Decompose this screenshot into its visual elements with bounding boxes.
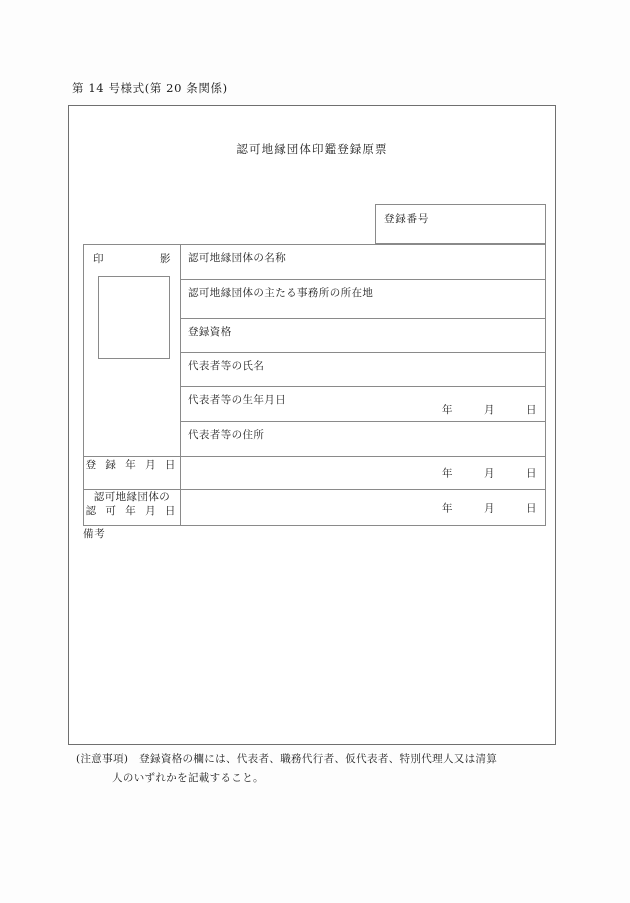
field-group-qualification[interactable]	[181, 319, 546, 353]
registration-date-ymd-marks	[442, 466, 537, 481]
remarks-label: 備考	[83, 528, 106, 540]
registration-table	[83, 244, 546, 526]
day-mark: 日	[526, 467, 537, 480]
table-row	[84, 490, 546, 526]
registration-number-box[interactable]	[375, 204, 546, 244]
field-label-representative-address: 代表者等の住所	[188, 429, 265, 441]
form-number: 第 14 号様式(第 20 条関係)	[72, 81, 228, 95]
birthdate-ymd-marks	[442, 402, 537, 417]
approval-label-line1: 認可地縁団体の	[93, 491, 171, 503]
seal-label	[84, 245, 180, 266]
footnote-line-1: (注意事項) 登録資格の欄には、代表者、職務代行者、仮代表者、特別代理人又は清算	[76, 753, 498, 765]
field-group-office-address[interactable]	[181, 280, 546, 319]
field-group-approval-date[interactable]	[181, 490, 546, 526]
year-mark: 年	[442, 502, 453, 514]
field-label-representative-name: 代表者等の氏名	[188, 360, 265, 372]
field-label-birthdate: 代表者等の生年月日	[188, 394, 287, 406]
month-mark: 月	[484, 502, 495, 514]
seal-label-left: 印	[93, 253, 104, 265]
row-label-registration-date-text: 登 録 年 月 日	[85, 459, 179, 471]
page-title: 認可地縁団体印鑑登録原票	[236, 142, 388, 156]
field-group-representative-name[interactable]	[181, 353, 546, 387]
year-mark: 年	[442, 404, 453, 416]
seal-label-right: 影	[160, 253, 171, 265]
field-group-registration-date[interactable]	[181, 457, 546, 490]
field-label-office-address: 認可地縁団体の主たる事務所の所在地	[188, 287, 374, 299]
table-row	[84, 245, 546, 280]
row-label-approval-date	[84, 490, 181, 526]
field-label-name: 認可地縁団体の名称	[188, 252, 287, 264]
seal-impression-box[interactable]	[98, 276, 170, 359]
seal-impression-cell[interactable]	[84, 245, 181, 457]
field-group-birthdate[interactable]	[181, 387, 546, 422]
footnote	[76, 750, 576, 789]
row-label-registration-date	[84, 457, 181, 490]
approval-date-ymd-marks	[442, 500, 537, 515]
field-label-qualification: 登録資格	[188, 326, 232, 338]
day-mark: 日	[526, 502, 537, 514]
year-mark: 年	[442, 467, 453, 480]
month-mark: 月	[484, 404, 495, 416]
day-mark: 日	[526, 404, 537, 416]
row-label-approval-date-text	[84, 490, 180, 518]
month-mark: 月	[484, 467, 495, 480]
field-group-name[interactable]	[181, 245, 546, 280]
table-row	[84, 457, 546, 490]
registration-number-label: 登録番号	[384, 213, 430, 225]
footnote-line-2: 人のいずれかを記載すること。	[112, 772, 264, 785]
field-group-representative-address[interactable]	[181, 422, 546, 457]
approval-label-line2: 認 可 年 月 日	[85, 505, 179, 518]
